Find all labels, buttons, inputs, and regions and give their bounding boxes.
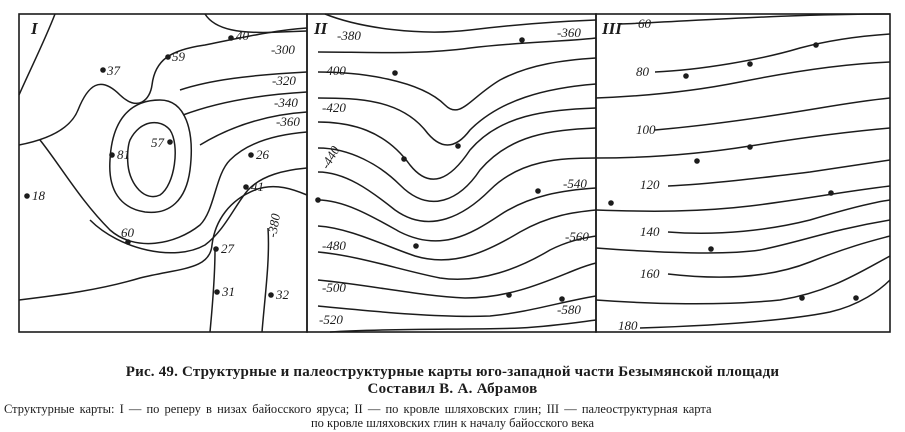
well-point <box>125 239 131 245</box>
panel-label-II: II <box>314 19 328 38</box>
contour-label: -500 <box>322 280 346 295</box>
contour-label: -340 <box>274 95 298 110</box>
well-value: 81 <box>117 147 130 162</box>
contour-label: -440 <box>317 143 343 172</box>
well-value: 60 <box>121 225 134 240</box>
well-point <box>506 292 512 298</box>
well-point <box>694 158 700 164</box>
contour-label: -540 <box>563 176 587 191</box>
contour-label: 60 <box>638 16 651 31</box>
map-frame-I <box>19 14 307 332</box>
well-point <box>100 67 106 73</box>
contour-label: -360 <box>557 25 581 40</box>
well-value: 32 <box>276 287 289 302</box>
panel-label-I: I <box>31 19 38 38</box>
well-point <box>413 243 419 249</box>
well-point <box>708 246 714 252</box>
well-value: 27 <box>221 241 234 256</box>
contour-label: 160 <box>640 266 660 281</box>
well-value: 26 <box>256 147 269 162</box>
contour-label: -420 <box>322 100 346 115</box>
wells-panel-I <box>24 35 274 298</box>
well-point <box>747 144 753 150</box>
figure-caption-author: Составил В. А. Абрамов <box>367 381 538 397</box>
contour-label: 100 <box>636 122 656 137</box>
well-point <box>248 152 254 158</box>
well-value: 40 <box>236 28 249 43</box>
contour-label: -560 <box>565 229 589 244</box>
well-point <box>747 61 753 67</box>
well-point <box>315 197 321 203</box>
well-point <box>214 289 220 295</box>
contour-label: 80 <box>636 64 649 79</box>
well-point <box>165 54 171 60</box>
well-point <box>228 35 234 41</box>
contour-labels-panel-I <box>264 42 300 239</box>
well-point <box>853 295 859 301</box>
well-point <box>213 246 219 252</box>
figure-caption-title: Рис. 49. Структурные и палеоструктурные карты юго-западной части Безымянской площади <box>125 364 780 380</box>
well-point <box>167 139 173 145</box>
contour-label: -480 <box>322 238 346 253</box>
well-value: 59 <box>172 49 185 64</box>
well-point <box>243 184 249 190</box>
well-point <box>799 295 805 301</box>
contour-label: -520 <box>319 312 343 327</box>
figure-caption-legend: Структурные карты: I — по реперу в низах байосского яруса; II — по кровле шляховских глин; III — палеоструктурная карта <box>4 402 712 416</box>
well-value: 57 <box>151 135 164 150</box>
well-point <box>24 193 30 199</box>
well-point <box>109 152 115 158</box>
well-point <box>535 188 541 194</box>
contour-labels-panel-III <box>618 16 660 333</box>
figure-caption-legend-cont: по кровле шляховских глин к началу байосского века <box>310 416 595 430</box>
well-point <box>392 70 398 76</box>
well-point <box>559 296 565 302</box>
contour-label: 140 <box>640 224 660 239</box>
well-values-panel-I <box>32 28 290 302</box>
well-point <box>683 73 689 79</box>
well-point <box>813 42 819 48</box>
contour-label: -360 <box>276 114 300 129</box>
well-point <box>828 190 834 196</box>
contour-label: -380 <box>337 28 361 43</box>
well-value: 18 <box>32 188 45 203</box>
well-value: 41 <box>251 179 264 194</box>
panel-label-III: III <box>602 19 622 38</box>
contour-label: 120 <box>640 177 660 192</box>
contour-label: -320 <box>272 73 296 88</box>
well-point <box>268 292 274 298</box>
contour-label: -300 <box>271 42 295 57</box>
contour-label: -400 <box>322 63 346 78</box>
contour-labels-panel-II <box>318 25 590 327</box>
well-point <box>455 143 461 149</box>
well-point <box>608 200 614 206</box>
contour-label: -580 <box>557 302 581 317</box>
contour-label: 180 <box>618 318 638 333</box>
wells-panel-III <box>608 42 859 301</box>
contour-label: -380 <box>264 212 284 239</box>
contours-panel-I <box>19 14 307 332</box>
well-value: 37 <box>107 63 120 78</box>
contours-panel-II <box>318 14 596 332</box>
well-point <box>401 156 407 162</box>
well-point <box>519 37 525 43</box>
well-value: 31 <box>222 284 235 299</box>
